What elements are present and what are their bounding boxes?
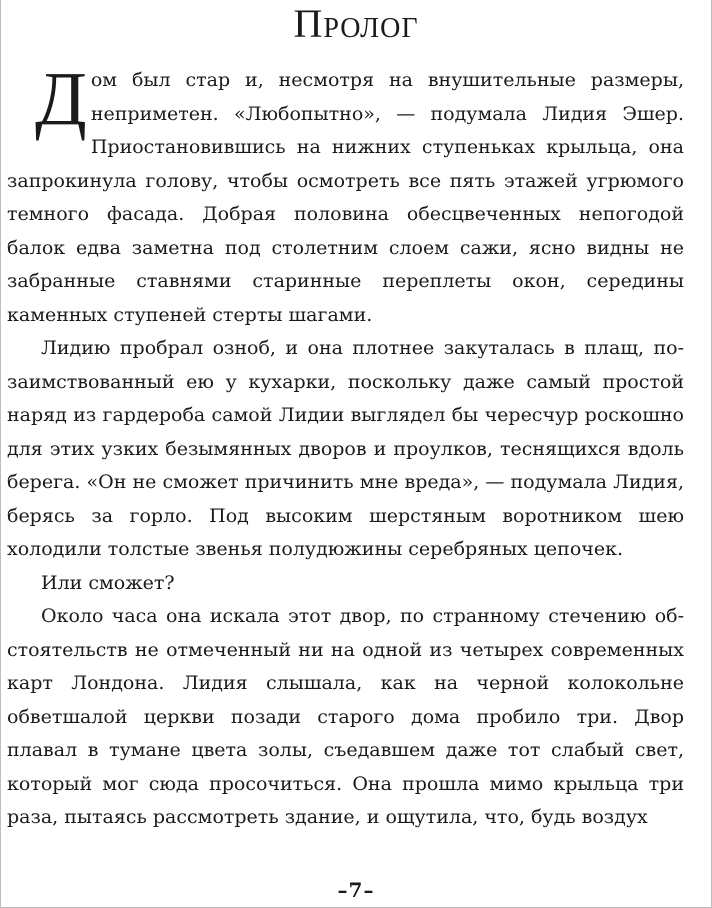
- paragraph-text: ом был стар и, несмотря на внушительные размеры, неприметен. «Любопытно», — подумала Лидия Эшер. Приостановившись на нижних ступеньках крыльца, она запрокинула голову, чтобы осмотреть все пять этажей угрюмого темного фасада. Добрая половина обесцвеченных непогодой балок едва заметна под столетним слоем сажи, ясно видны не забранные ставнями старинные переплеты окон, середины каменных ступеней стерты шагами.: [7, 69, 684, 326]
- paragraph: Лидию пробрал озноб, и она плотнее закуталась в плащ, позаимствованный ею у кухарки, поскольку даже самый простой наряд из гардероба самой Лидии выглядел бы чересчур роскошно для этих узких безымянных дворов и проулков, теснящихся вдоль берега. «Он не сможет причинить мне вреда», — подумала Лидия, берясь за горло. Под высоким шерстяным воротником шею холодили толстые звенья полудюжины серебряных цепочек.: [7, 337, 684, 560]
- page-number: –7–: [337, 878, 375, 902]
- paragraph: Около часа она искала этот двор, по странному стечению обстоятельств не отмеченный ни на одной из четырех современных карт Лондона. Лидия слышала, как на черной колокольне обветшалой церкви позади старого дома пробило три. Двор плавал в тумане цвета золы, съедавшем даже тот слабый свет, который мог сюда просочиться. Она прошла мимо крыльца три раза, пытаясь рассмотреть здание, и ощутила, что, будь воздух: [7, 605, 684, 828]
- paragraph: [7, 57, 684, 332]
- paragraph: Или сможет?: [41, 571, 175, 594]
- body-text: [7, 57, 684, 835]
- chapter-title: Пролог: [293, 1, 419, 46]
- drop-cap: Д: [35, 57, 87, 141]
